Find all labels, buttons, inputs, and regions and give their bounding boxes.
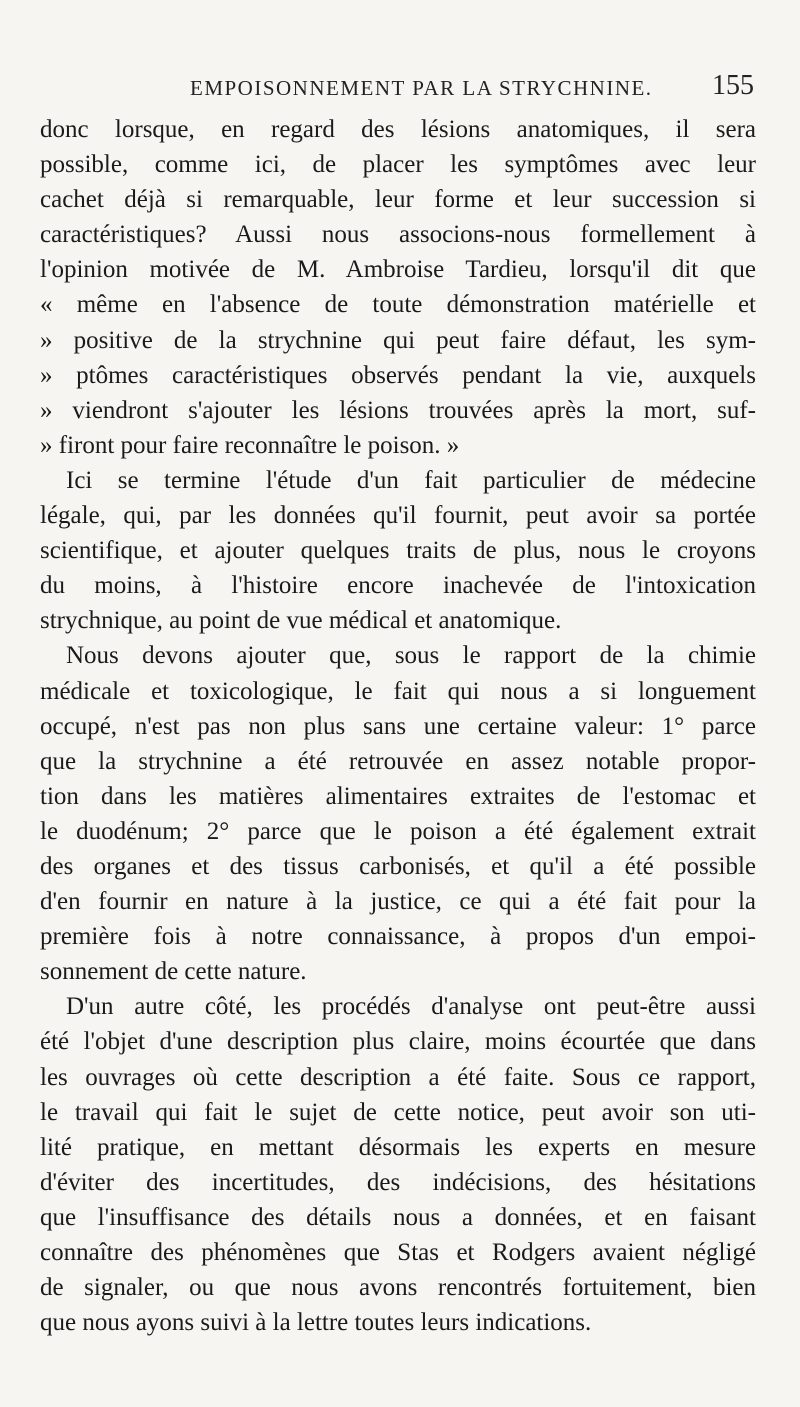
text-line: des organes et des tissus carbonisés, et qu'il a été possible	[40, 852, 756, 880]
text-line: le duodénum; 2° parce que le poison a été également extrait	[40, 817, 756, 845]
text-line: d'en fournir en nature à la justice, ce qui a été fait pour la	[40, 888, 756, 916]
page-number: 155	[712, 70, 754, 101]
text-line: les ouvrages où cette description a été faite. Sous ce rapport,	[40, 1063, 756, 1091]
text-line: Ici se termine l'étude d'un fait particulier de médecine	[66, 466, 756, 494]
text-line: « même en l'absence de toute démonstration matérielle et	[40, 291, 756, 319]
text-line: lité pratique, en mettant désormais les experts en mesure	[40, 1133, 756, 1161]
text-line: le travail qui fait le sujet de cette notice, peut avoir son uti-	[40, 1098, 756, 1126]
text-line: D'un autre côté, les procédés d'analyse ont peut-être aussi	[66, 993, 756, 1021]
text-line: » viendront s'ajouter les lésions trouvées après la mort, suf-	[40, 396, 756, 424]
page-header	[40, 70, 754, 110]
text-line: que nous ayons suivi à la lettre toutes leurs indications.	[40, 1309, 592, 1337]
text-line: première fois à notre connaissance, à propos d'un empoi-	[40, 923, 756, 951]
text-line: » ptômes caractéristiques observés pendant la vie, auxquels	[40, 361, 756, 389]
text-line: possible, comme ici, de placer les symptômes avec leur	[40, 151, 756, 179]
text-line: que la strychnine a été retrouvée en assez notable propor-	[40, 747, 756, 775]
text-line: d'éviter des incertitudes, des indécisions, des hésitations	[40, 1168, 756, 1196]
text-line: caractéristiques? Aussi nous associons-nous formellement à	[40, 221, 756, 249]
text-line: l'opinion motivée de M. Ambroise Tardieu, lorsqu'il dit que	[40, 256, 756, 284]
text-line: que l'insuffisance des détails nous a données, et en faisant	[40, 1203, 756, 1231]
text-line: de signaler, ou que nous avons rencontrés fortuitement, bien	[40, 1274, 756, 1302]
text-line: du moins, à l'histoire encore inachevée de l'intoxication	[40, 572, 756, 600]
text-line: » positive de la strychnine qui peut faire défaut, les sym-	[40, 326, 756, 354]
text-line: occupé, n'est pas non plus sans une certaine valeur: 1° parce	[40, 712, 756, 740]
text-line: tion dans les matières alimentaires extraites de l'estomac et	[40, 782, 756, 810]
text-line: médicale et toxicologique, le fait qui nous a si longuement	[40, 677, 756, 705]
text-line: connaître des phénomènes que Stas et Rodgers avaient négligé	[40, 1239, 756, 1266]
text-line: scientifique, et ajouter quelques traits de plus, nous le croyons	[40, 537, 756, 565]
text-line: été l'objet d'une description plus claire, moins écourtée que dans	[40, 1028, 756, 1056]
text-line: donc lorsque, en regard des lésions anatomiques, il sera	[40, 116, 756, 143]
text-line: Nous devons ajouter que, sous le rapport de la chimie	[66, 642, 756, 670]
running-title: EMPOISONNEMENT PAR LA STRYCHNINE.	[190, 76, 653, 100]
body-text	[40, 112, 756, 1340]
text-line: sonnement de cette nature.	[40, 958, 307, 986]
text-line: strychnique, au point de vue médical et anatomique.	[40, 607, 562, 635]
text-line: » firont pour faire reconnaître le poison. »	[40, 431, 460, 459]
text-line: légale, qui, par les données qu'il fournit, peut avoir sa portée	[40, 502, 756, 530]
text-line: cachet déjà si remarquable, leur forme et leur succession si	[40, 186, 756, 214]
